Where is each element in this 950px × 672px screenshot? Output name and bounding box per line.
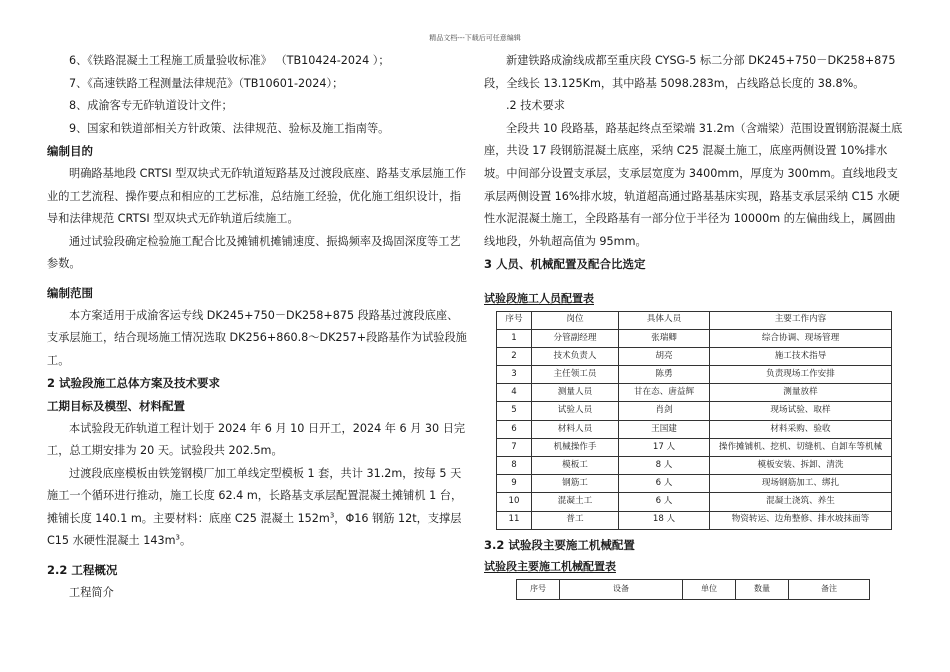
col-header-quantity: 数量: [736, 579, 789, 599]
table-row: [497, 329, 892, 347]
cell-person: 8 人: [619, 457, 710, 475]
col-header-no: 序号: [497, 311, 532, 329]
cell-no: 1: [497, 329, 532, 347]
superscript-cubic: 3: [329, 511, 335, 520]
col-header-no: 序号: [517, 579, 560, 599]
cell-no: 11: [497, 511, 532, 529]
staff-table: [496, 311, 892, 530]
cell-no: 10: [497, 493, 532, 511]
cell-post: 钢筋工: [532, 475, 619, 493]
cell-post: 主任领工员: [532, 366, 619, 384]
left-column: [47, 50, 467, 604]
staff-table-caption: 试验段施工人员配置表: [484, 291, 594, 305]
cell-person: 6 人: [619, 493, 710, 511]
scope-paragraph: 本方案适用于成渝客运专线 DK245+750－DK258+875 段路基过渡段底座、支承层施工，结合现场施工情况选取 DK256+860.8～DK257+段路基作为试验段施工。: [47, 308, 467, 367]
cell-no: 5: [497, 402, 532, 420]
reference-item: 7、《高速铁路工程测量法律规范》（TB10601-2024）；: [69, 76, 344, 90]
cell-post: 模板工: [532, 457, 619, 475]
cell-person: 王国建: [619, 420, 710, 438]
table-row: [497, 475, 892, 493]
col-header-person: 具体人员: [619, 311, 710, 329]
period-paragraph: 本试验段无砟轨道工程计划于 2024 年 6 月 10 日开工，2024 年 6 月 30 日完工，总工期安排为 20 天。试验段共 202.5m。: [47, 421, 466, 458]
cell-post: 普工: [532, 511, 619, 529]
cell-post: 技术负责人: [532, 347, 619, 365]
table-row: [497, 402, 892, 420]
cell-no: 6: [497, 420, 532, 438]
cell-post: 分管副经理: [532, 329, 619, 347]
table-row: [497, 438, 892, 456]
table-row: [497, 493, 892, 511]
cell-no: 9: [497, 475, 532, 493]
superscript-cubic: 3: [175, 533, 181, 542]
intro-paragraph: 新建铁路成渝线成都至重庆段 CYSG-5 标二分部 DK245+750－DK258+875 段，全线长 13.125Km，其中路基 5098.283m，占线路总长度的 38.8%。: [484, 54, 896, 90]
machine-table-header: [517, 579, 870, 599]
cell-post: 混凝土工: [532, 493, 619, 511]
cell-person: 张瑞卿: [619, 329, 710, 347]
cell-no: 8: [497, 457, 532, 475]
cell-task: 混凝土浇筑、养生: [710, 493, 892, 511]
cell-person: 17 人: [619, 438, 710, 456]
machine-table: [516, 579, 870, 600]
col-header-remark: 备注: [789, 579, 870, 599]
cell-task: 物资转运、边角整修、排水坡抹面等: [710, 511, 892, 529]
table-row: [497, 511, 892, 529]
cell-no: 4: [497, 384, 532, 402]
cell-person: 18 人: [619, 511, 710, 529]
tech-heading: .2 技术要求: [506, 99, 565, 113]
col-header-post: 岗位: [532, 311, 619, 329]
cell-person: 陈勇: [619, 366, 710, 384]
cell-task: 模板安装、拆卸、清洗: [710, 457, 892, 475]
cell-no: 2: [497, 347, 532, 365]
tech-paragraph: 全段共 10 段路基，路基起终点至梁端 31.2m（含端梁）范围设置钢筋混凝土底座，共设 17 段钢筋混凝土底座，采纳 C25 混凝土施工，底座两侧设置 10%排水坡。中间部分设置支承层，支承层宽度为 3400mm，厚度为 300mm。直线地段支承层两侧设置 16%排水坡，轨道超高通过路基基床实现，路基支承层采纳 C15 水硬性水泥混凝土施工，全段路基有一部分位于半径为 10000m 的左偏曲线上，属圆曲线地段，外轨超高值为 95mm。: [484, 121, 903, 248]
section-3-2-heading: 3.2 试验段主要施工机械配置: [484, 537, 635, 552]
cell-task: 操作摊铺机、挖机、切缝机、自卸车等机械: [710, 438, 892, 456]
cell-task: 现场试验、取样: [710, 402, 892, 420]
right-column: [484, 50, 904, 600]
cell-person: 甘在态、唐益辉: [619, 384, 710, 402]
period-heading: 工期目标及模型、材料配置: [47, 398, 185, 413]
cell-no: 3: [497, 366, 532, 384]
cell-post: 测量人员: [532, 384, 619, 402]
purpose-paragraph-2: 通过试验段确定检验施工配合比及摊铺机摊铺速度、振捣频率及捣固深度等工艺参数。: [47, 234, 461, 271]
cell-person: 6 人: [619, 475, 710, 493]
cell-person: 肖剑: [619, 402, 710, 420]
col-header-equipment: 设备: [560, 579, 683, 599]
cell-post: 试验人员: [532, 402, 619, 420]
cell-task: 综合协调、现场管理: [710, 329, 892, 347]
reference-item: 9、国家和铁道部相关方针政策、法律规范、验标及施工指南等。: [69, 121, 390, 135]
col-header-unit: 单位: [683, 579, 736, 599]
machine-table-caption: 试验段主要施工机械配置表: [484, 560, 616, 574]
materials-text-b: ，Φ16 钢筋 12t，支撑层 C15 水硬性混凝土 143m: [47, 511, 462, 548]
cell-task: 现场钢筋加工、绑扎: [710, 475, 892, 493]
cell-task: 负责现场工作安排: [710, 366, 892, 384]
cell-post: 材料人员: [532, 420, 619, 438]
scope-heading: 编制范围: [47, 285, 93, 300]
cell-task: 测量放样: [710, 384, 892, 402]
reference-item: 6、《铁路混凝土工程施工质量验收标准》 （TB10424-2024 ）；: [69, 54, 390, 67]
purpose-paragraph: 明确路基地段 CRTSI 型双块式无砟轨道短路基及过渡段底座、路基支承层施工作业的工艺流程、操作要点和相应的工艺标准，总结施工经验，优化施工组织设计，指导和法律规范 CRTSI 型双块式无砟轨道后续施工。: [47, 166, 467, 226]
section-3-heading: 3 人员、机械配置及配合比选定: [484, 257, 646, 272]
cell-person: 胡亮: [619, 347, 710, 365]
overview-subheading: 工程简介: [69, 585, 114, 599]
section-2-heading: 2 试验段施工总体方案及技术要求: [47, 376, 221, 391]
table-row: [497, 366, 892, 384]
table-row: [497, 457, 892, 475]
purpose-heading: 编制目的: [47, 144, 93, 159]
col-header-task: 主要工作内容: [710, 311, 892, 329]
header-note: 精品文档---下载后可任意编辑: [429, 34, 521, 42]
materials-text-c: 。: [180, 534, 192, 548]
overview-heading: 2.2 工程概况: [47, 563, 118, 578]
staff-table-header: [497, 311, 892, 329]
cell-task: 施工技术指导: [710, 347, 892, 365]
reference-item: 8、成渝客专无砟轨道设计文件；: [69, 99, 233, 113]
cell-post: 机械操作手: [532, 438, 619, 456]
cell-task: 材料采购、验收: [710, 420, 892, 438]
materials-text-a: 过渡段底座模板由铁笼钢模厂加工单线定型模板 1 套，共计 31.2m，按每 5 天施工一个循环进行推动，施工长度 62.4 m，长路基支承层配置混凝土摊铺机 1 台，摊铺长度 140.1 m。主要材料：底座 C25 混凝土 152m: [47, 466, 463, 525]
table-row: [497, 384, 892, 402]
table-row: [497, 420, 892, 438]
table-row: [497, 347, 892, 365]
materials-paragraph: [47, 463, 467, 553]
cell-no: 7: [497, 438, 532, 456]
